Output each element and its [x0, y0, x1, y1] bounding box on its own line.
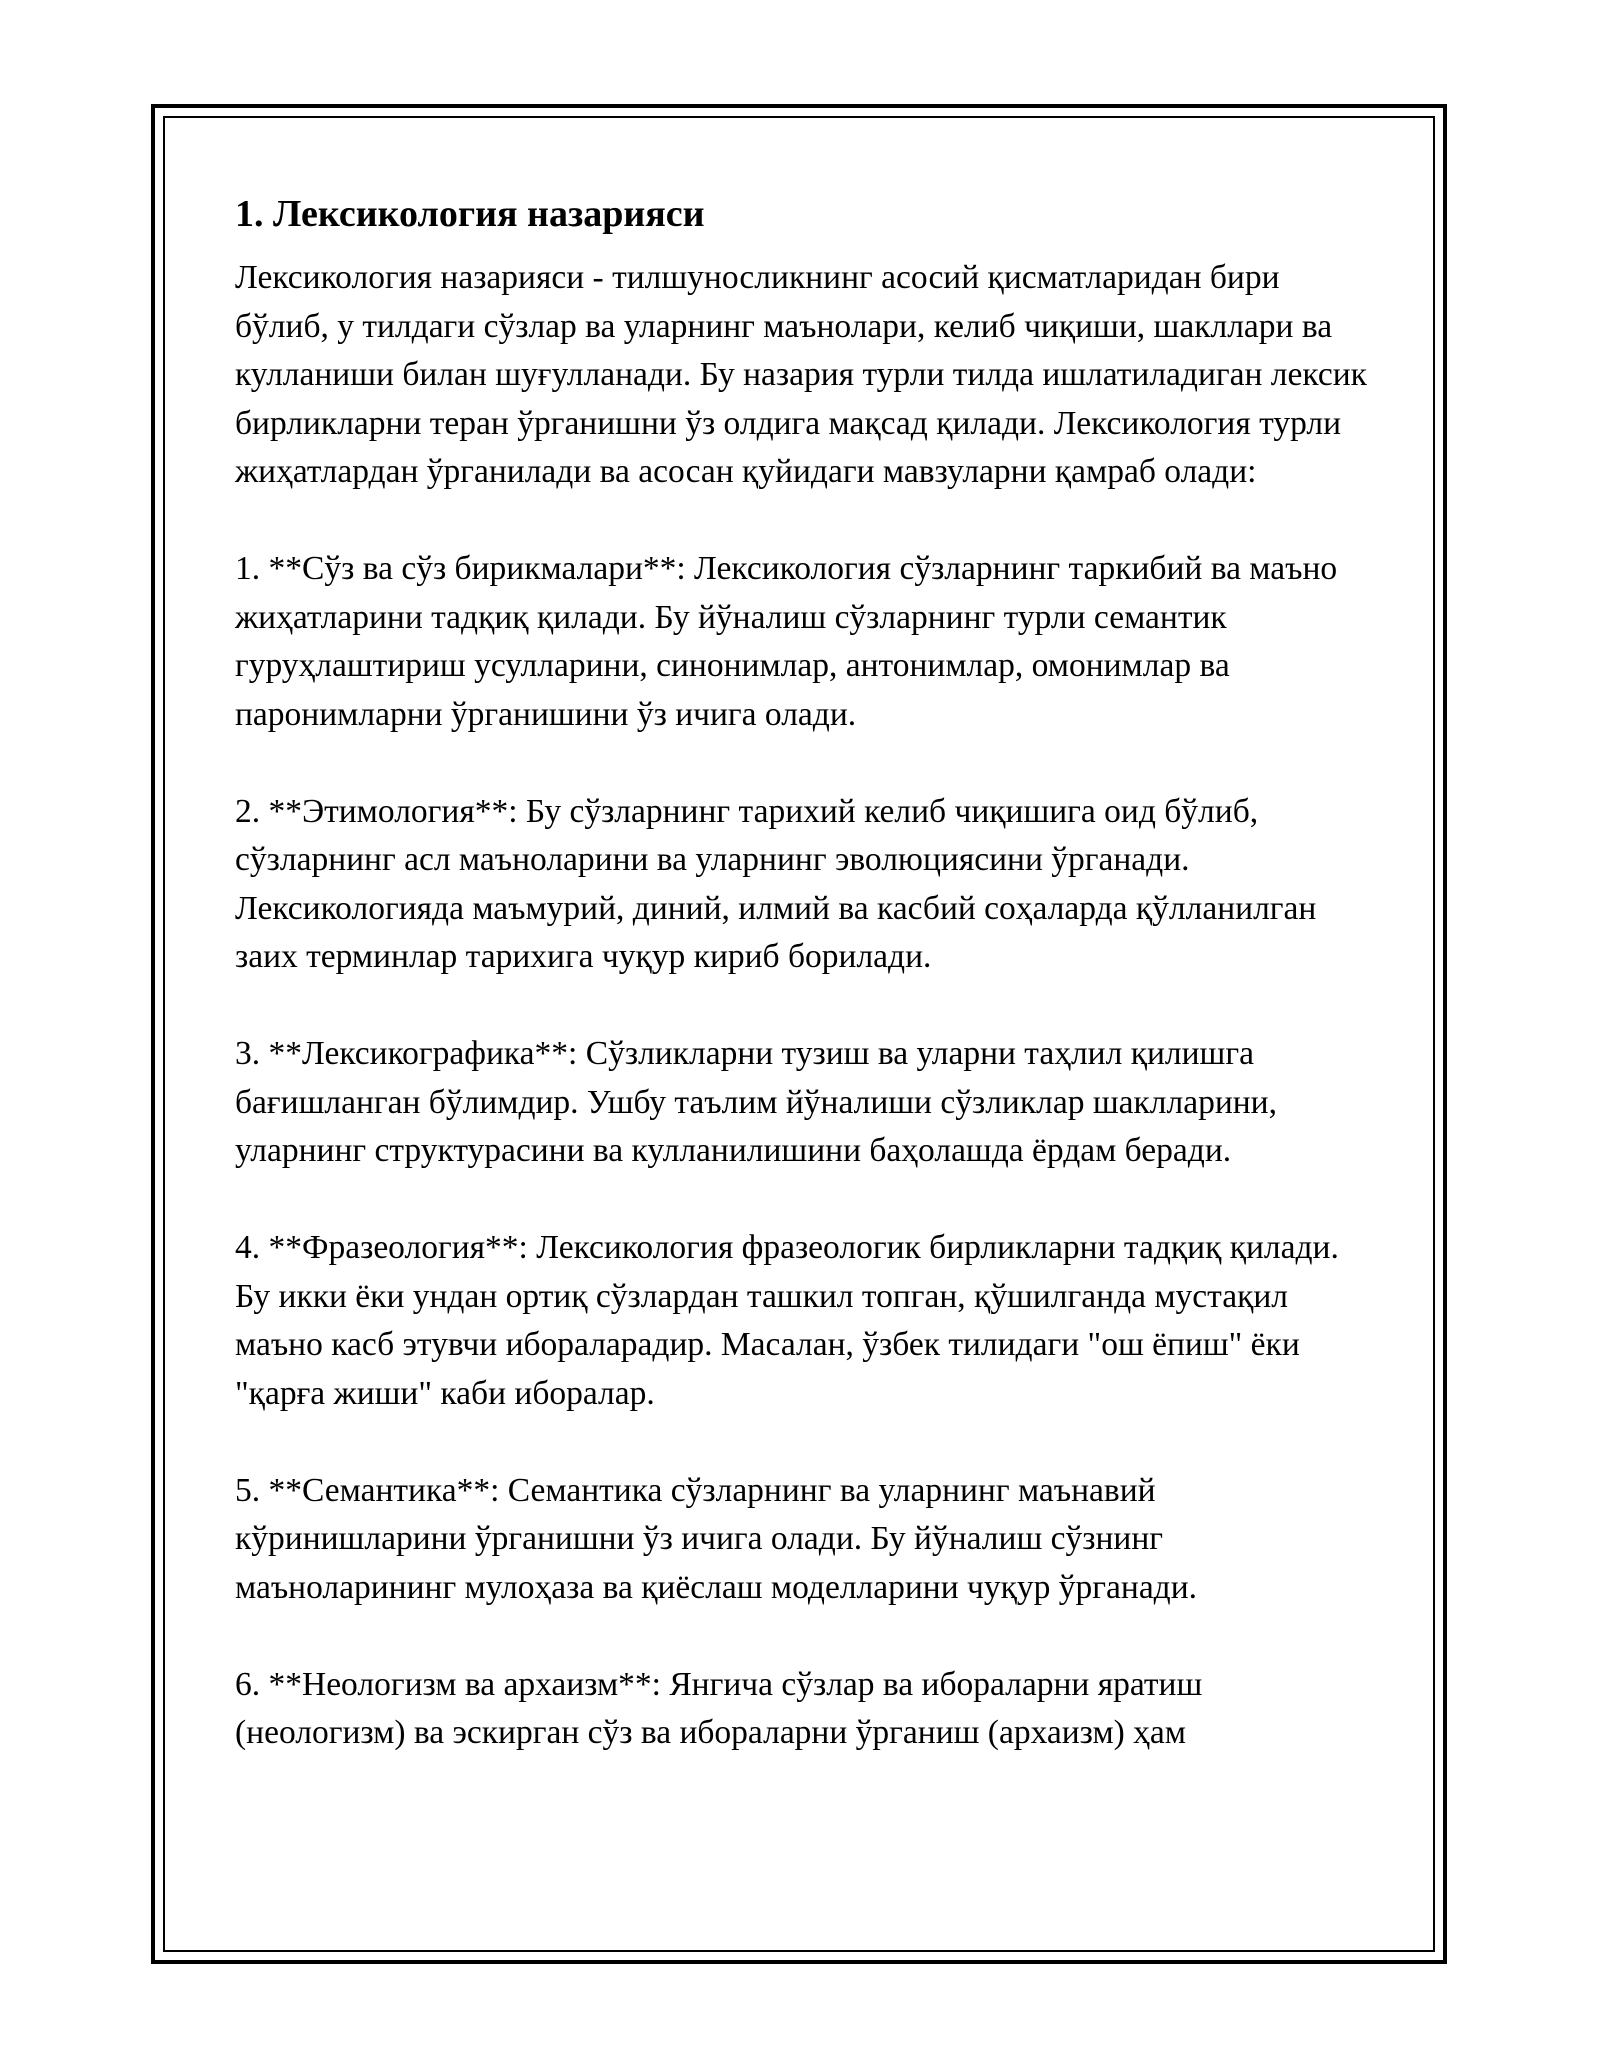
document-body — [235, 186, 1375, 1758]
list-item-semantics: 5. **Семантика**: Семантика сўзларнинг ва уларнинг маънавий кўринишларини ўрганишни ўз ичига олади. Бу йўналиш сўзнинг маъноларининг мулоҳаза ва қиёслаш моделларини чуқур ўрганади. — [235, 1471, 1198, 1606]
list-item-word-combinations: 1. **Сўз ва сўз бирикмалари**: Лексикология сўзларнинг таркибий ва маъно жиҳатларини тадқиқ қилади. Бу йўналиш сўзларнинг турли семантик гуруҳлаштириш усулларини, синонимлар, антонимлар, омонимлар ва паронимларни ўрганишини ўз ичига олади. — [235, 550, 1338, 733]
list-item-lexicography: 3. **Лексикографика**: Сўзликларни тузиш ва уларни таҳлил қилишга бағишланган бўлимдир. Ушбу таълим йўналиши сўзликлар шаклларини, уларнинг структурасини ва кулланилишини баҳолашда ёрдам беради. — [235, 1035, 1277, 1169]
list-item-etymology: 2. **Этимология**: Бу сўзларнинг тарихий келиб чиқишига оид бўлиб, сўзларнинг асл маъноларини ва уларнинг эволюциясини ўрганади. Лексикологияда маъмурий, диний, илмий ва касбий соҳаларда қўлланилган заих терминлар тарихига чуқур кириб борилади. — [235, 792, 1317, 975]
list-item-neologism-archaism: 6. **Неологизм ва архаизм**: Янгича сўзлар ва ибораларни яратиш (неологизм) ва эскирган сўз ва ибораларни ўрганиш (архаизм) ҳам — [235, 1665, 1203, 1751]
intro-paragraph: Лексикология назарияси - тилшуносликнинг асосий қисматларидан бири бўлиб, у тилдаги сўзлар ва уларнинг маънолари, келиб чиқиши, шакллари ва кулланиши билан шуғулланади. Бу назария турли тилда ишлатиладиган лексик бирликларни теран ўрганишни ўз олдига мақсад қилади. Лексикология турли жиҳатлардан ўрганилади ва асосан қуйидаги мавзуларни қамраб олади: — [235, 259, 1367, 490]
list-item-phraseology: 4. **Фразеология**: Лексикология фразеологик бирликларни тадқиқ қилади. Бу икки ёки ундан ортиқ сўзлардан ташкил топган, қўшилганда мустақил маъно касб этувчи ибораларадир. Масалан, ўзбек тилидаги "ош ёпиш" ёки "қарға жиши" каби иборалар. — [235, 1229, 1339, 1412]
section-heading: 1. Лексикология назарияси — [235, 193, 705, 235]
